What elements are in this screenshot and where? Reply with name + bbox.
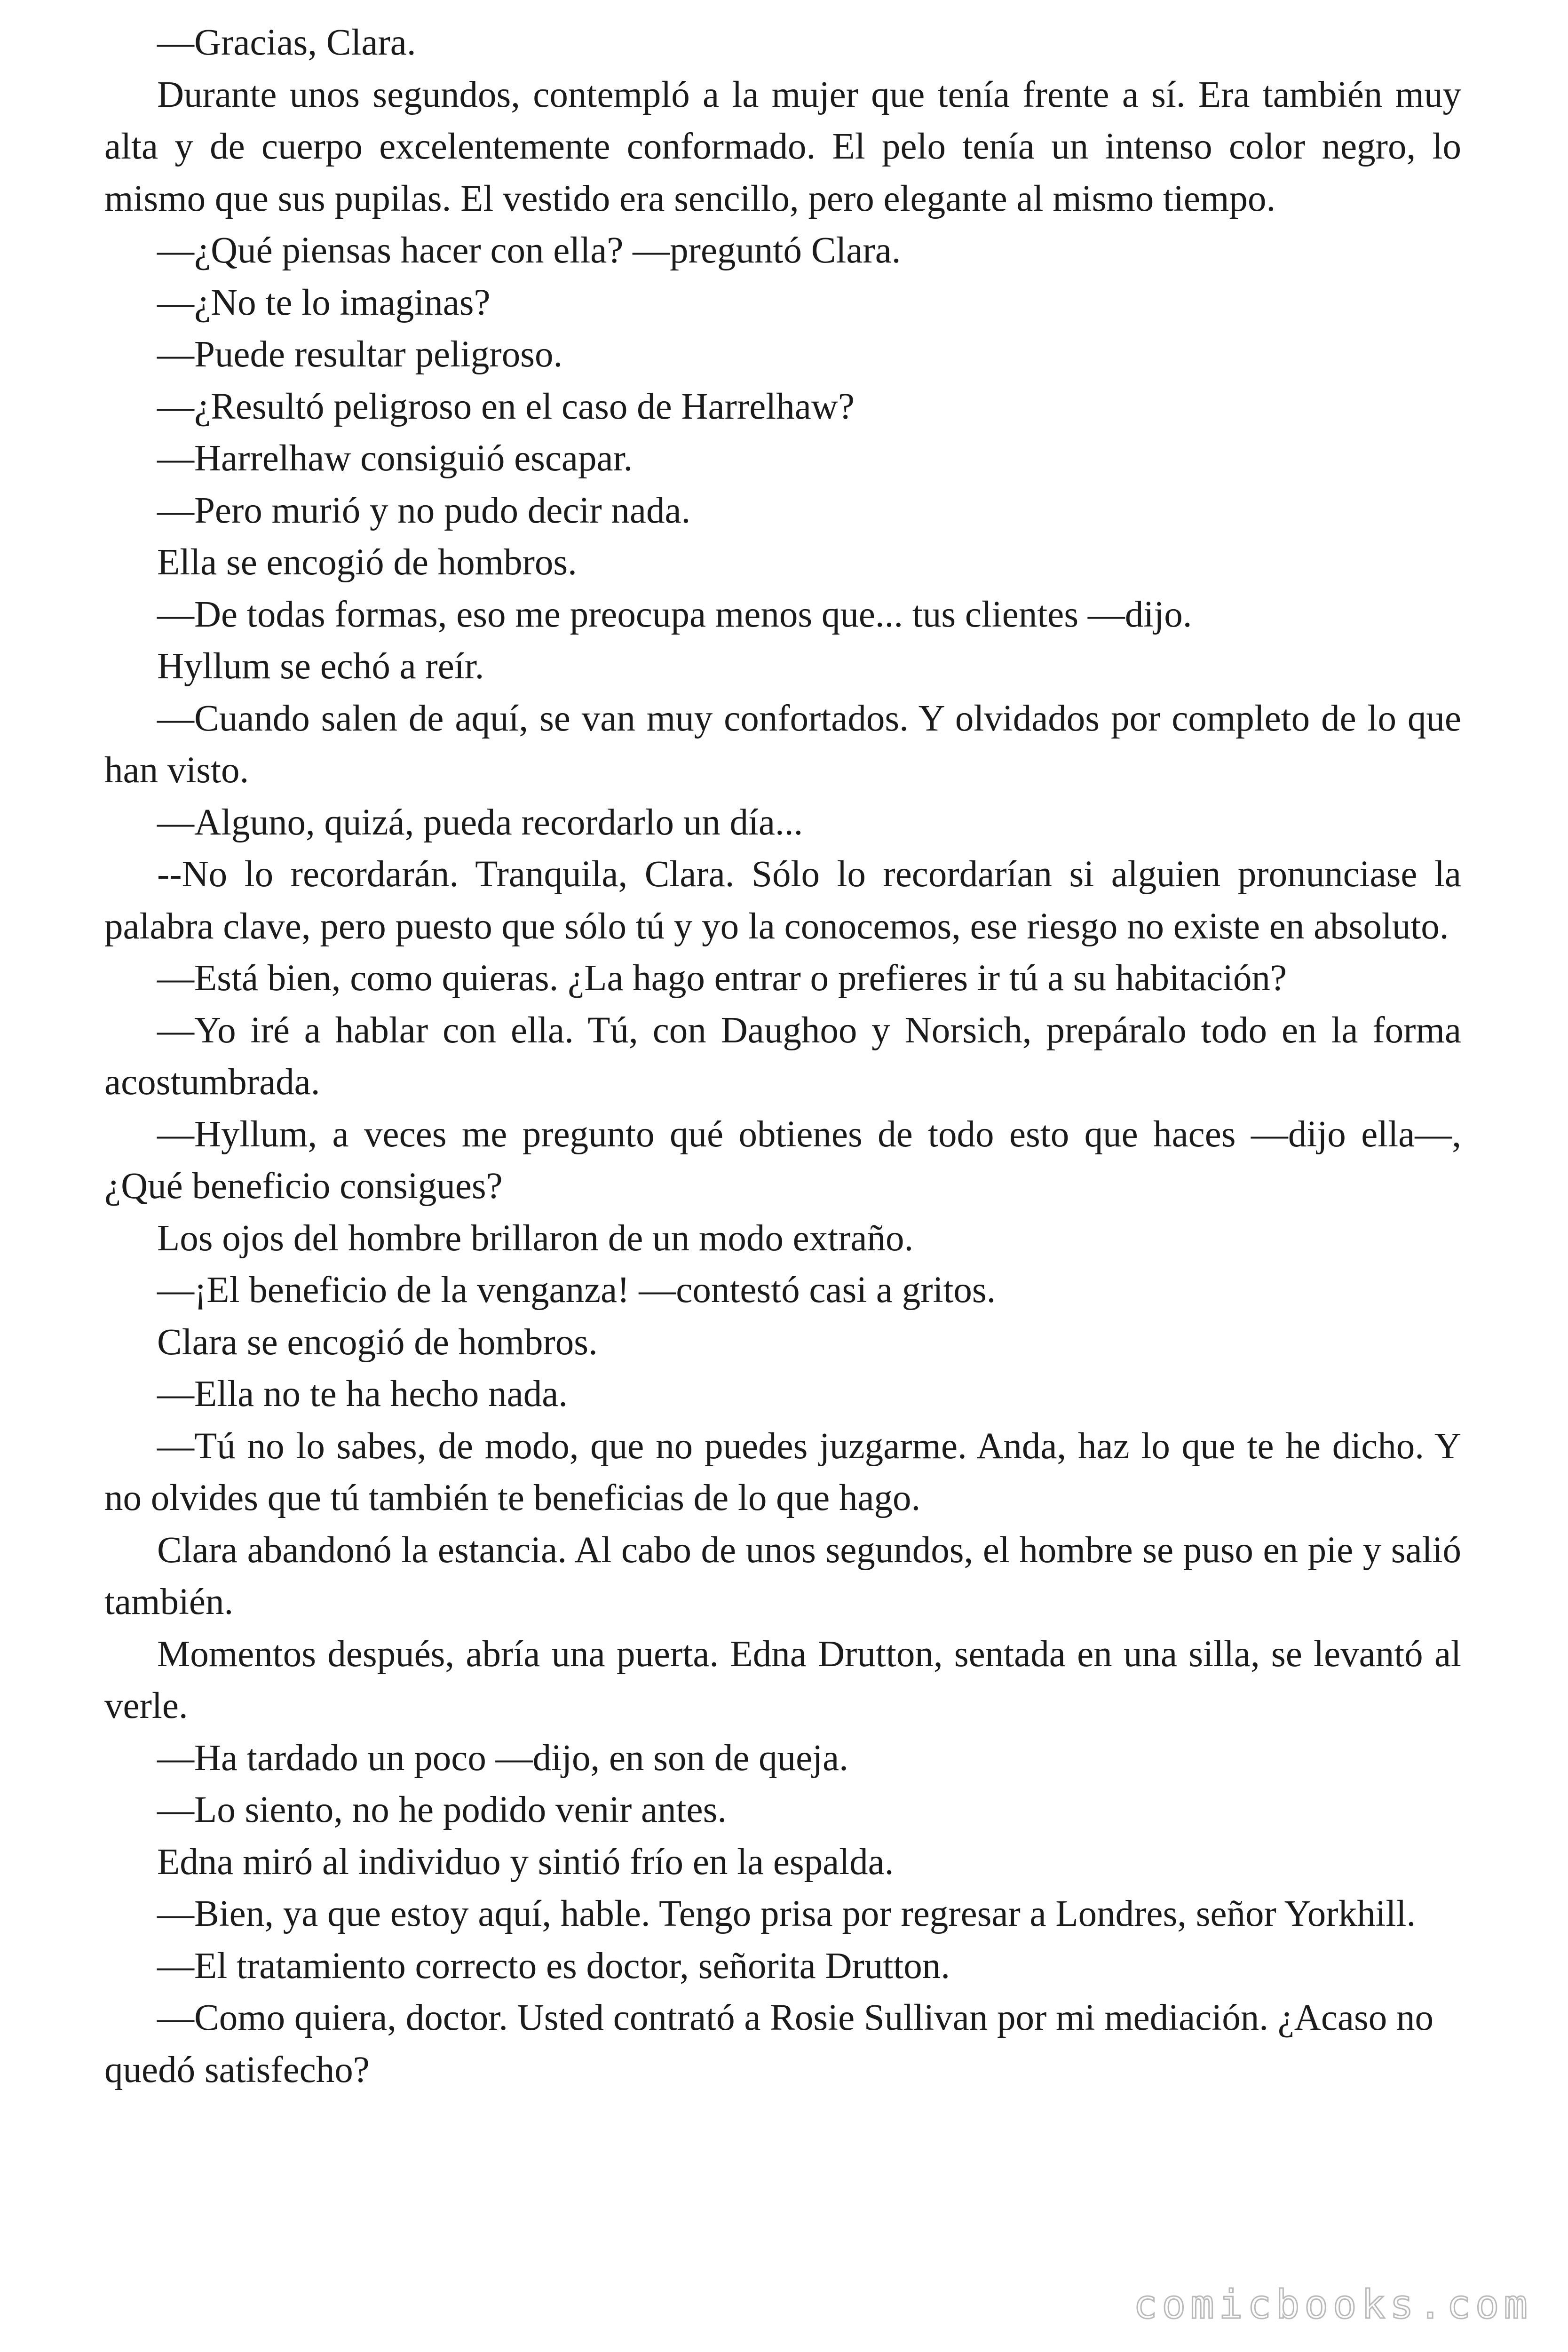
paragraph: --No lo recordarán. Tranquila, Clara. Sólo lo recordarían si alguien pronunciase la palabra clave, pero puesto que sólo tú y yo la conocemos, ese riesgo no existe en absoluto.	[104, 854, 1461, 947]
paragraph: —¿Qué piensas hacer con ella? —preguntó Clara.	[157, 230, 901, 271]
paragraph: Edna miró al individuo y sintió frío en la espalda.	[157, 1841, 894, 1883]
paragraph: Momentos después, abría una puerta. Edna Drutton, sentada en una silla, se levantó al verle.	[104, 1633, 1461, 1726]
paragraph: —Está bien, como quieras. ¿La hago entrar o prefieres ir tú a su habitación?	[157, 958, 1287, 999]
paragraph: Clara se encogió de hombros.	[157, 1321, 598, 1363]
paragraph: —Cuando salen de aquí, se van muy confortados. Y olvidados por completo de lo que han visto.	[104, 698, 1461, 791]
paragraph: Los ojos del hombre brillaron de un modo extraño.	[157, 1217, 914, 1259]
paragraph: Clara abandonó la estancia. Al cabo de unos segundos, el hombre se puso en pie y salió también.	[104, 1529, 1461, 1622]
paragraph: —Puede resultar peligroso.	[157, 334, 563, 375]
paragraph: —¿Resultó peligroso en el caso de Harrelhaw?	[157, 386, 855, 427]
paragraph: —¿No te lo imaginas?	[157, 282, 491, 323]
page-text	[104, 17, 1461, 2096]
paragraph: —Lo siento, no he podido venir antes.	[157, 1789, 727, 1830]
paragraph: —Gracias, Clara.	[157, 22, 416, 63]
paragraph: —Alguno, quizá, pueda recordarlo un día...	[157, 802, 803, 843]
paragraph: —Como quiera, doctor. Usted contrató a Rosie Sullivan por mi mediación. ¿Acaso no quedó satisfecho?	[104, 1997, 1433, 2090]
paragraph: —Ella no te ha hecho nada.	[157, 1374, 568, 1414]
paragraph: —Harrelhaw consiguió escapar.	[157, 438, 633, 479]
paragraph: Hyllum se echó a reír.	[157, 646, 484, 687]
paragraph: —Hyllum, a veces me pregunto qué obtienes de todo esto que haces —dijo ella—, ¿Qué beneficio consigues?	[104, 1113, 1461, 1207]
paragraph: —¡El beneficio de la venganza! —contestó casi a gritos.	[157, 1270, 996, 1311]
paragraph: —El tratamiento correcto es doctor, señorita Drutton.	[157, 1945, 950, 1986]
paragraph: —Tú no lo sabes, de modo, que no puedes juzgarme. Anda, haz lo que te he dicho. Y no olvides que tú también te beneficias de lo que hago.	[104, 1425, 1461, 1518]
paragraph: —Pero murió y no pudo decir nada.	[157, 490, 691, 531]
paragraph: —De todas formas, eso me preocupa menos que... tus clientes —dijo.	[157, 594, 1192, 635]
watermark: comicbooks.com	[1133, 2281, 1532, 2328]
paragraph: Ella se encogió de hombros.	[157, 542, 577, 583]
paragraph: —Bien, ya que estoy aquí, hable. Tengo prisa por regresar a Londres, señor Yorkhill.	[157, 1893, 1416, 1934]
paragraph: Durante unos segundos, contempló a la mujer que tenía frente a sí. Era también muy alta y de cuerpo excelentemente conformado. El pelo tenía un intenso color negro, lo mismo que sus pupilas. El vestido era sencillo, pero elegante al mismo tiempo.	[104, 74, 1461, 219]
paragraph: —Yo iré a hablar con ella. Tú, con Daughoo y Norsich, prepáralo todo en la forma acostumbrada.	[104, 1009, 1461, 1103]
paragraph: —Ha tardado un poco —dijo, en son de queja.	[157, 1737, 848, 1779]
